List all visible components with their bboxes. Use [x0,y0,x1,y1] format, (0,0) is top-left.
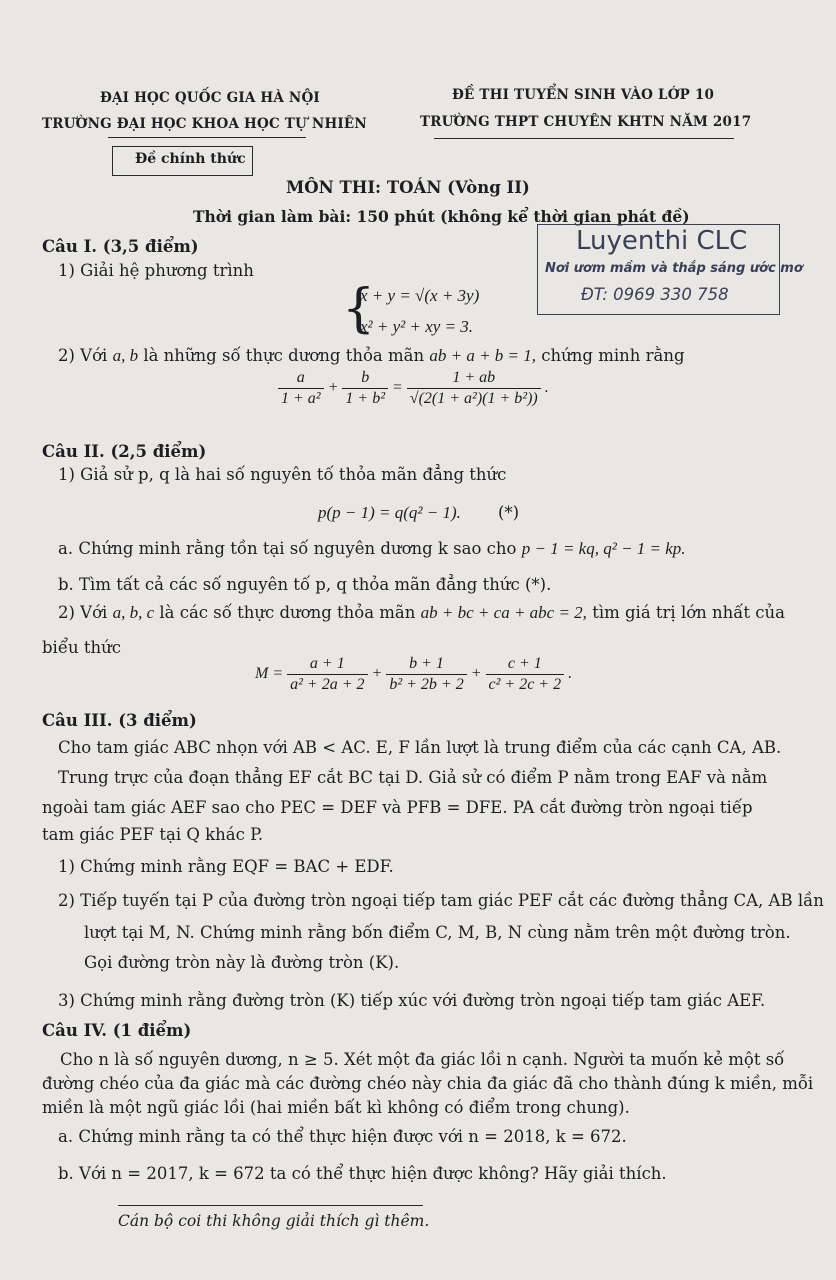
official-label: Đề chính thức [135,151,246,167]
q1-part2-vars: a, b [112,346,139,365]
q1-heading: Câu I. (3,5 điểm) [42,237,199,256]
q3-line3: ngoài tam giác AEF sao cho PEC = DEF và PFB = DFE. PA cắt đường tròn ngoại tiếp [42,798,753,817]
q1-part1: 1) Giải hệ phương trình [58,261,254,280]
q3-sub2-line3: Gọi đường tròn này là đường tròn (K). [84,953,400,972]
system-eq1: x + y = √(x + 3y) [360,286,480,305]
q4-line3: miền là một ngũ giác lồi (hai miền bất kì không có điểm trong chung). [42,1098,630,1117]
school-year: TRƯỜNG THPT CHUYÊN KHTN NĂM 2017 [420,114,752,130]
q1-part2-text-a: 2) Với [58,346,108,365]
stamp-title: Luyenthi CLC [576,226,748,256]
header-left-underline [108,137,306,138]
identity-frac-1: $\frac{a}{\text{1 + a²}}$ [278,368,324,409]
footer-divider [118,1205,423,1206]
q3-heading: Câu III. (3 điểm) [42,711,197,730]
university-name: ĐẠI HỌC QUỐC GIA HÀ NỘI [100,90,320,106]
subject-title: MÔN THI: TOÁN (Vòng II) [286,178,530,197]
q3-sub1: 1) Chứng minh rằng EQF = BAC + EDF. [58,857,394,876]
q3-sub2-line1: 2) Tiếp tuyến tại P của đường tròn ngoại tiếp tam giác PEF cắt các đường thẳng CA, AB lần [58,891,824,910]
q3-line4: tam giác PEF tại Q khác P. [42,825,264,844]
stamp-slogan: Nơi ươm mầm và thắp sáng ước mơ [545,261,803,276]
q2-part-b: b. Tìm tất cả các số nguyên tố p, q thỏa mãn đẳng thức (*). [58,575,552,594]
system-eq2: x² + y² + xy = 3. [360,317,474,336]
q3-line1: Cho tam giác ABC nhọn với AB < AC. E, F lần lượt là trung điểm của các cạnh CA, AB. [58,738,782,757]
q2-part2-cont: biểu thức [42,638,121,657]
q2-part2: 2) Với a, b, c là các số thực dương thỏa mãn ab + bc + ca + abc = 2, tìm giá trị lớn nhất của [58,603,785,622]
q4-part-a: a. Chứng minh rằng ta có thể thực hiện được với n = 2018, k = 672. [58,1127,627,1146]
M-frac-2: $\frac{b + 1}{\text{b² + 2b + 2}}$ [386,654,466,695]
q4-line2: đường chéo của đa giác mà các đường chéo này chia đa giác đã cho thành đúng k miền, mỗi [42,1074,814,1093]
identity-frac-2: $\frac{b}{\text{1 + b²}}$ [342,368,388,409]
footer-note: Cán bộ coi thi không giải thích gì thêm. [118,1212,430,1230]
q1-identity: $\frac{a}{\text{1 + a²}}$ + $\frac{b}{\text{1 + b²}}$ = $\frac{1 + ab}{\text{√(2(1 + a²)(1 + b²))}}$ . [278,368,549,409]
q3-sub3: 3) Chứng minh rằng đường tròn (K) tiếp xúc với đường tròn ngoại tiếp tam giác AEF. [58,991,766,1010]
q2-heading: Câu II. (2,5 điểm) [42,442,207,461]
q1-part2 [58,345,685,367]
q2-equation: p(p − 1) = q(q² − 1). [318,503,461,522]
header-right-underline [434,138,734,139]
q2-equation-tag: (*) [498,503,520,522]
q3-line2: Trung trực của đoạn thẳng EF cắt BC tại D. Giả sử có điểm P nằm trong EAF và nằm [58,768,768,787]
q1-part2-text-c: chứng minh rằng [541,346,685,365]
q1-part2-text-b: là những số thực dương thỏa mãn [143,346,425,365]
q2-expression-M: M = $\frac{a + 1}{\text{a² + 2a + 2}}$ + $\frac{b + 1}{\text{b² + 2b + 2}}$ + $\frac{c + 1}{\text{c² + 2c + 2}}$ . [255,655,573,693]
exam-title: ĐỀ THI TUYỂN SINH VÀO LỚP 10 [452,87,715,103]
q2-part1: 1) Giả sử p, q là hai số nguyên tố thỏa mãn đẳng thức [58,465,507,484]
q1-part2-condition: ab + a + b = 1, [429,346,537,365]
q4-part-b: b. Với n = 2017, k = 672 ta có thể thực hiện được không? Hãy giải thích. [58,1164,667,1183]
system-brace: { [342,279,376,339]
M-frac-1: $\frac{a + 1}{\text{a² + 2a + 2}}$ [287,654,367,695]
stamp-phone: ĐT: 0969 330 758 [581,285,729,304]
faculty-name: TRƯỜNG ĐẠI HỌC KHOA HỌC TỰ NHIÊN [42,116,367,132]
q2-part-a: a. Chứng minh rằng tồn tại số nguyên dương k sao cho p − 1 = kq, q² − 1 = kp. [58,539,686,558]
q4-heading: Câu IV. (1 điểm) [42,1021,192,1040]
q2-part2-condition: ab + bc + ca + abc = 2, [420,603,587,622]
identity-frac-3: $\frac{1 + ab}{\text{√(2(1 + a²)(1 + b²))}}$ [407,368,541,409]
q3-sub2-line2: lượt tại M, N. Chứng minh rằng bốn điểm C, M, B, N cùng nằm trên một đường tròn. [84,923,791,942]
q4-line1: Cho n là số nguyên dương, n ≥ 5. Xét một đa giác lồi n cạnh. Người ta muốn kẻ một số [60,1050,785,1069]
time-limit: Thời gian làm bài: 150 phút (không kể thời gian phát đề) [193,207,690,226]
q2-part-a-math: p − 1 = kq, q² − 1 = kp. [521,539,686,558]
M-frac-3: $\frac{c + 1}{\text{c² + 2c + 2}}$ [486,654,565,695]
q2-part2-vars: a, b, c [112,603,155,622]
